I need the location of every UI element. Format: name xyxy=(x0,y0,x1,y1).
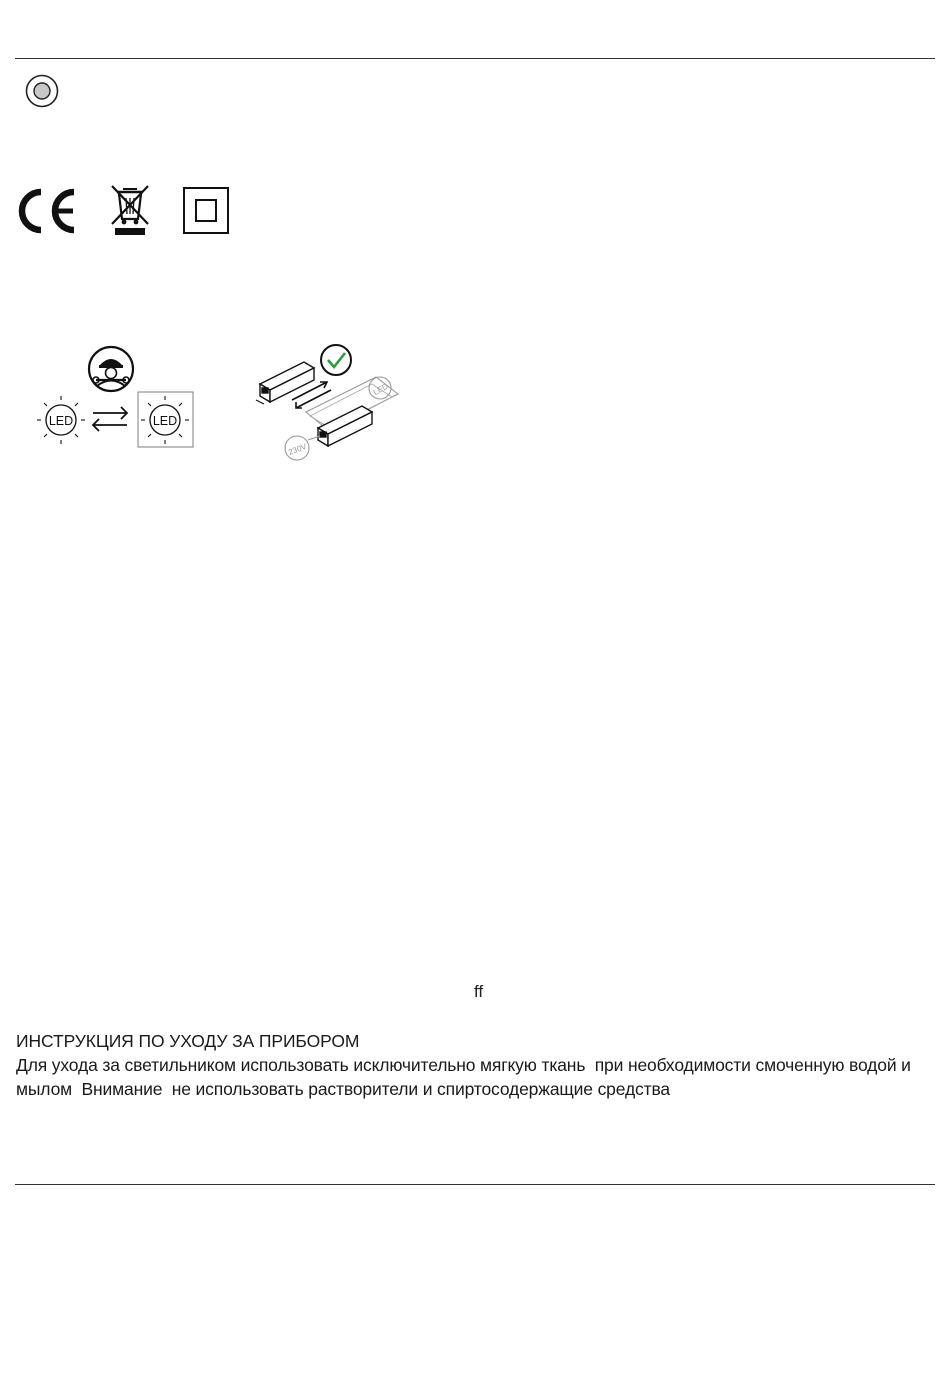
double-insulation-icon xyxy=(182,186,230,236)
care-title: ИНСТРУКЦИЯ ПО УХОДУ ЗА ПРИБОРОМ xyxy=(16,1031,360,1051)
driver-new-icon xyxy=(318,406,372,446)
care-instructions xyxy=(16,1029,936,1101)
voltage-label: 230V xyxy=(287,441,308,457)
swap-arrows-icon xyxy=(93,407,127,431)
top-divider xyxy=(15,58,935,59)
driver-replacement-diagram xyxy=(252,342,402,464)
care-body: Для ухода за светильником использовать исключительно мягкую ткань при необходимости смоченную водой и мылом Внимание не использовать растворители и спиртосодержащие средства xyxy=(16,1055,916,1099)
led-right-label: LED xyxy=(152,414,178,428)
crossed-bin-icon xyxy=(108,183,152,237)
bottom-divider xyxy=(15,1184,935,1185)
driver-led-label: LED xyxy=(371,381,390,398)
indoor-use-icon xyxy=(24,73,60,109)
technician-icon xyxy=(89,347,133,391)
led-left-label: LED xyxy=(48,414,74,428)
led-replacement-diagram xyxy=(30,345,200,451)
check-icon xyxy=(321,345,351,375)
ce-mark-icon xyxy=(13,187,79,235)
ligature-mark: ff xyxy=(474,982,484,1001)
driver-old-icon xyxy=(260,362,314,402)
